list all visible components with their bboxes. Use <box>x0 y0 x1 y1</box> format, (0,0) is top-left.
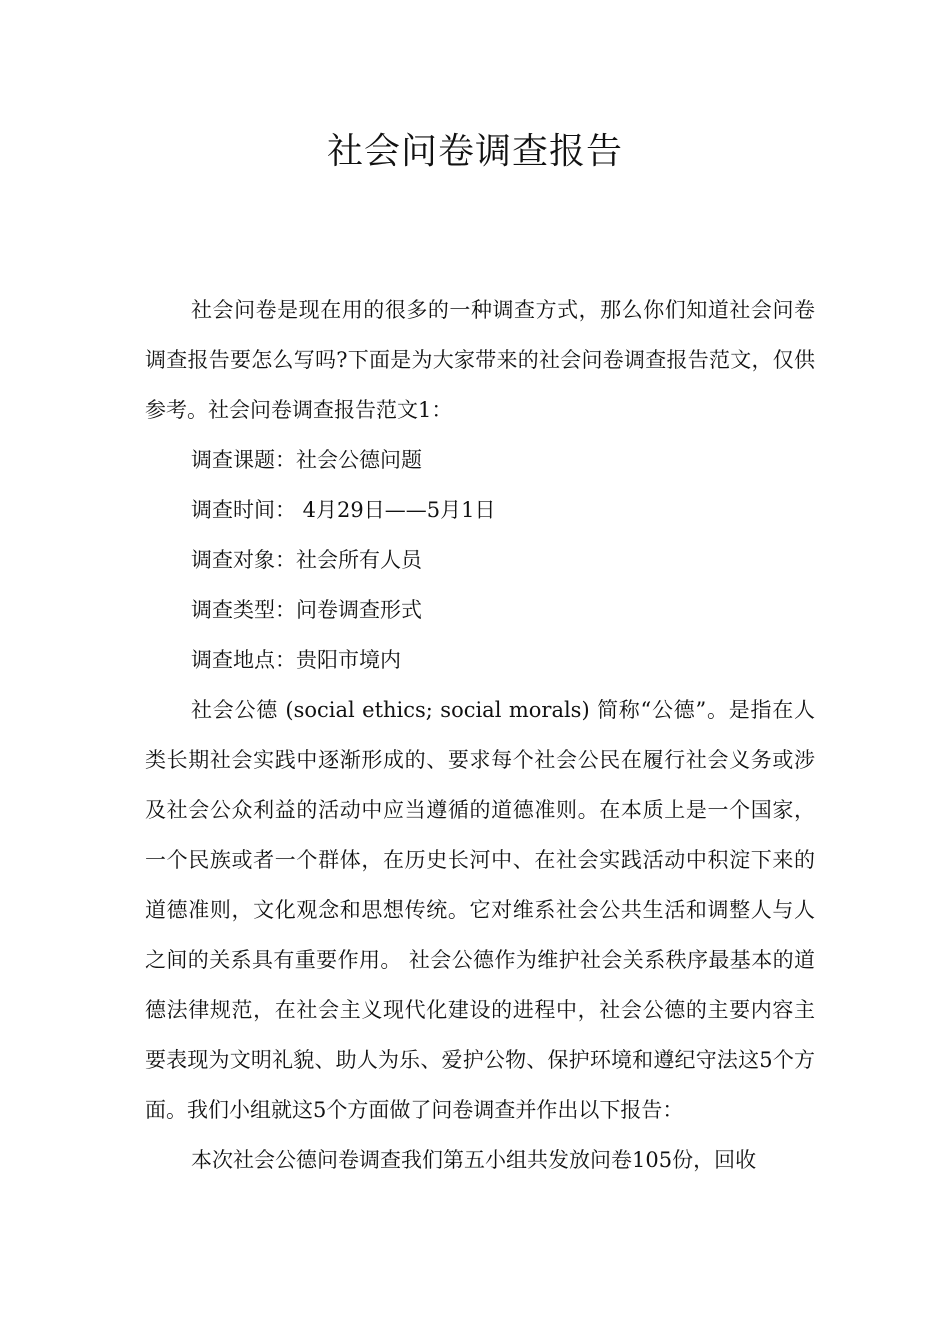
meta-topic <box>145 435 815 485</box>
meta-topic-value: 社会公德问题 <box>296 448 422 472</box>
meta-time-value: 4月29日——5月1日 <box>296 498 496 522</box>
document-title: 社会问卷调查报告 <box>326 131 623 172</box>
meta-type <box>145 585 815 635</box>
meta-time <box>145 485 815 535</box>
meta-type-value: 问卷调查形式 <box>296 598 422 622</box>
meta-subject <box>145 535 815 585</box>
meta-time-label: 调查时间： <box>191 498 296 522</box>
ethics-paragraph: 社会公德 (social ethics; social morals) 简称“公德”。是指在人类长期社会实践中逐渐形成的、要求每个社会公民在履行社会义务或涉及社会公众利益的活动中应当遵循的道德准则。在本质上是一个国家，一个民族或者一个群体，在历史长河中、在社会实践活动中积淀下来的道德准则，文化观念和思想传统。它对维系社会公共生活和调整人与人之间的关系具有重要作用。 社会公德作为维护社会关系秩序最基本的道德法律规范，在社会主义现代化建设的进程中，社会公德的主要内容主要表现为文明礼貌、助人为乐、爱护公物、保护环境和遵纪守法这5个方面。我们小组就这5个方面做了问卷调查并作出以下报告： <box>145 698 815 1122</box>
meta-location-label: 调查地点： <box>191 648 296 672</box>
meta-subject-value: 社会所有人员 <box>296 548 422 572</box>
meta-location-value: 贵阳市境内 <box>296 648 401 672</box>
meta-subject-label: 调查对象： <box>191 548 296 572</box>
document-body <box>145 285 815 1185</box>
meta-type-label: 调查类型： <box>191 598 296 622</box>
intro-paragraph: 社会问卷是现在用的很多的一种调查方式，那么你们知道社会问卷调查报告要怎么写吗?下面是为大家带来的社会问卷调查报告范文，仅供参考。社会问卷调查报告范文1： <box>145 298 815 422</box>
survey-paragraph: 本次社会公德问卷调查我们第五小组共发放问卷105份，回收 <box>191 1148 757 1172</box>
meta-location <box>145 635 815 685</box>
meta-topic-label: 调查课题： <box>191 448 296 472</box>
